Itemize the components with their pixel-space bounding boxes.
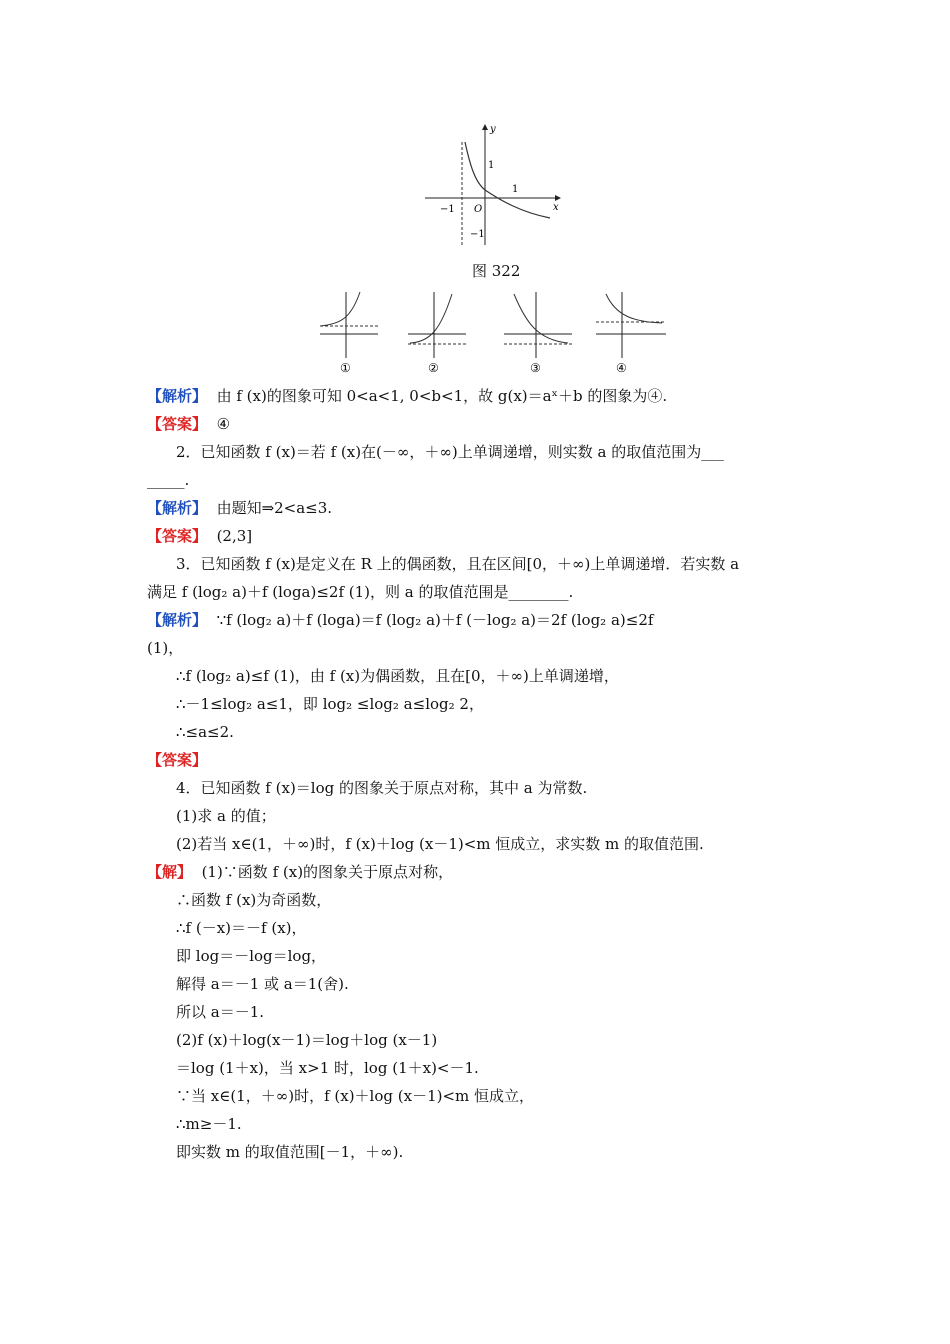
q4-solution-line10: ∴m≥－1. <box>176 1115 242 1133</box>
q4-solution-line1 <box>0 862 950 882</box>
solution-text: (1)∵函数 f (x)的图象关于原点对称， <box>201 863 454 881</box>
answer-tag: 【答案】 <box>147 751 208 769</box>
option-label-1: ① <box>340 361 351 374</box>
q2-stem-line1: 2．已知函数 f (x)＝若 f (x)在(－∞，＋∞)上单调递增，则实数 a 的取值范围为___ <box>176 443 724 461</box>
q2-answer <box>0 526 950 546</box>
answer-text: (2,3] <box>216 527 253 545</box>
option-label-3: ③ <box>530 361 541 374</box>
q4-solution-line11: 即实数 m 的取值范围[－1，＋∞). <box>176 1143 404 1161</box>
option-graph-4 <box>596 292 666 358</box>
analysis-text: 由题知⇒2<a≤3. <box>216 499 333 517</box>
option-graph-1 <box>320 292 378 358</box>
q3-analysis-line4: ∴－1≤log₂ a≤1，即 log₂ ≤log₂ a≤log₂ 2， <box>176 695 484 713</box>
q4-solution-line6: 所以 a＝－1. <box>176 1003 265 1021</box>
q3-analysis-line2: (1)， <box>147 639 184 657</box>
answer-tag: 【答案】 <box>147 415 208 433</box>
analysis-tag: 【解析】 <box>147 387 208 405</box>
analysis-text: 由 f (x)的图象可知 0<a<1, 0<b<1，故 g(x)＝aˣ＋b 的图象为④. <box>216 387 668 405</box>
q4-solution-line8: ＝log (1＋x)，当 x>1 时，log (1＋x)<－1. <box>176 1059 479 1077</box>
main-function-graph <box>420 120 565 250</box>
solution-tag: 【解】 <box>147 863 193 881</box>
q3-stem-line1: 3．已知函数 f (x)是定义在 R 上的偶函数，且在区间[0，＋∞)上单调递增．若实数 a <box>176 555 740 573</box>
option-label-2: ② <box>428 361 439 374</box>
graph-label-origin: O <box>474 204 483 215</box>
option-label-4: ④ <box>616 361 627 374</box>
q4-part1: (1)求 a 的值； <box>176 807 276 825</box>
graph-label-minus-one-x: −1 <box>440 204 455 215</box>
graph-label-minus-one-y: −1 <box>470 229 485 240</box>
q4-solution-line4: 即 log＝－log＝log， <box>176 947 327 965</box>
q1-answer <box>0 414 950 434</box>
q3-answer <box>0 750 950 770</box>
answer-text: ④ <box>216 415 231 433</box>
answer-tag: 【答案】 <box>147 527 208 545</box>
q4-stem: 4．已知函数 f (x)＝log 的图象关于原点对称，其中 a 为常数. <box>176 779 588 797</box>
analysis-tag: 【解析】 <box>147 611 208 629</box>
q4-solution-line9: ∵当 x∈(1，＋∞)时，f (x)＋log (x－1)<m 恒成立， <box>176 1087 535 1105</box>
q3-analysis-line3: ∴f (log₂ a)≤f (1)，由 f (x)为偶函数，且在[0，＋∞)上单调递增， <box>176 667 619 685</box>
q2-analysis <box>0 498 950 518</box>
q1-analysis <box>0 386 950 406</box>
q3-analysis-line5: ∴≤a≤2. <box>176 723 234 741</box>
q4-solution-line2: ∴函数 f (x)为奇函数， <box>176 891 332 909</box>
q4-solution-line7: (2)f (x)＋log(x－1)＝log＋log (x－1) <box>176 1031 438 1049</box>
analysis-text: ∵f (log₂ a)＋f (loga)＝f (log₂ a)＋f (－log₂ a)＝2f (log₂ a)≤2f <box>216 611 654 629</box>
graph-label-x: x <box>553 202 559 213</box>
analysis-tag: 【解析】 <box>147 499 208 517</box>
graph-label-one-y: 1 <box>488 160 495 171</box>
option-graphs <box>316 288 676 374</box>
option-graph-3 <box>504 292 572 358</box>
q3-analysis-line1 <box>0 610 950 630</box>
q3-stem-line2: 满足 f (log₂ a)＋f (loga)≤2f (1)，则 a 的取值范围是________. <box>147 583 574 601</box>
q2-stem-line2: _____. <box>147 471 190 489</box>
q4-solution-line3: ∴f (－x)＝－f (x)， <box>176 919 307 937</box>
q4-solution-line5: 解得 a＝－1 或 a＝1(舍). <box>176 975 349 993</box>
option-graph-2 <box>408 292 466 358</box>
figure-caption: 图 322 <box>472 262 521 280</box>
q4-part2: (2)若当 x∈(1，＋∞)时，f (x)＋log (x－1)<m 恒成立，求实数 m 的取值范围. <box>176 835 704 853</box>
graph-label-y: y <box>490 124 496 135</box>
graph-label-one-x: 1 <box>512 184 519 195</box>
